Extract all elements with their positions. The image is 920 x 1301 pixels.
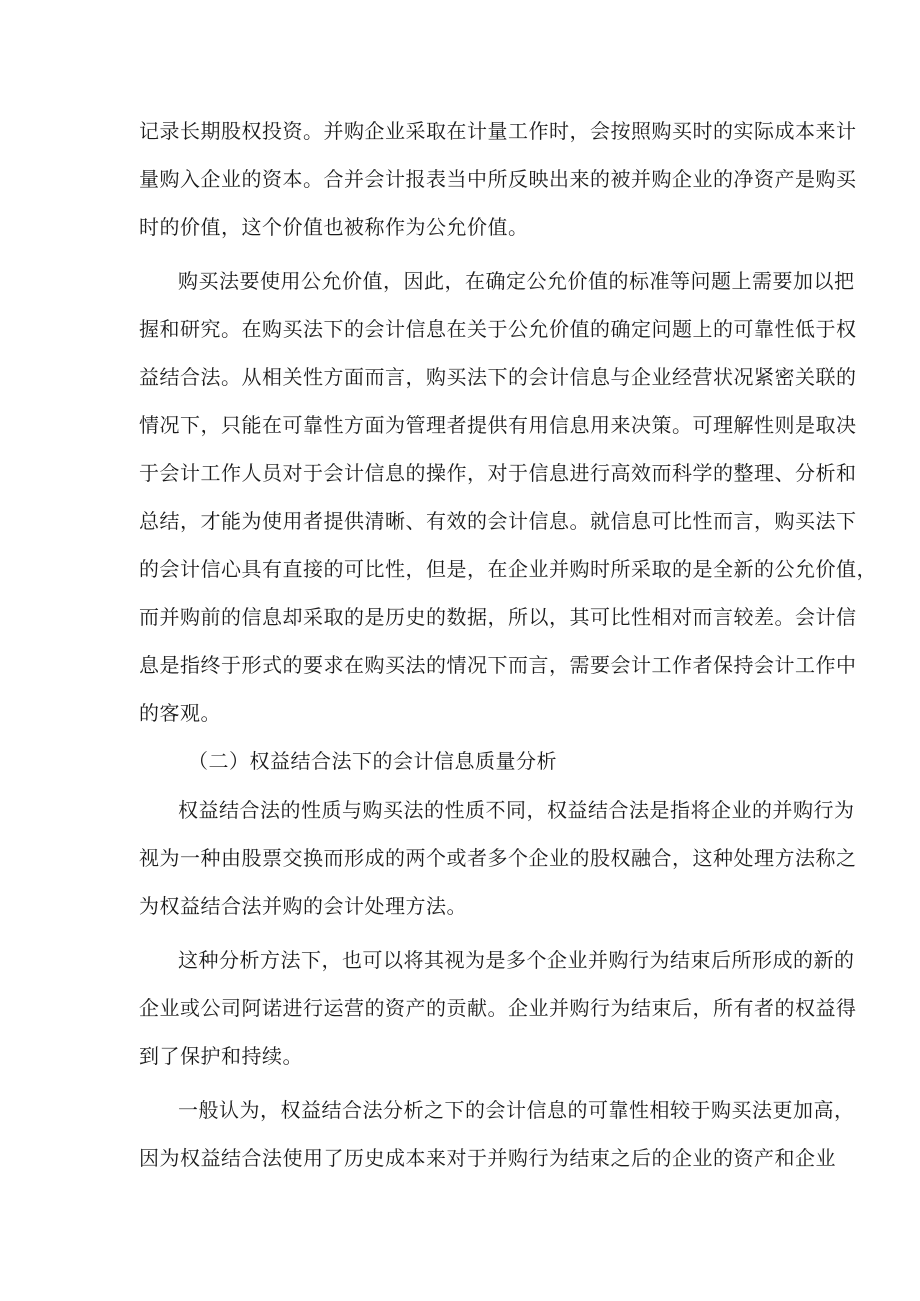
paragraph-1-line-3: 时的价值，这个价值也被称作为公允价值。 (139, 215, 529, 239)
paragraph-2-line-1: 购买法要使用公允价值，因此，在确定公允价值的标准等问题上需要加以把 (178, 269, 855, 293)
paragraph-2-line-2: 握和研究。在购买法下的会计信息在关于公允价值的确定问题上的可靠性低于权 (139, 317, 857, 341)
paragraph-4-line-1: 这种分析方法下，也可以将其视为是多个企业并购行为结束后所形成的新的 (178, 948, 855, 972)
paragraph-5-line-1: 一般认为，权益结合法分析之下的会计信息的可靠性相较于购买法更加高， (178, 1098, 855, 1122)
paragraph-1-line-1: 记录长期股权投资。并购企业采取在计量工作时，会按照购买时的实际成本来计 (139, 119, 857, 143)
paragraph-5-line-2: 因为权益结合法使用了历史成本来对于并购行为结束之后的企业的资产和企业 (139, 1146, 836, 1170)
paragraph-2-line-3: 益结合法。从相关性方面而言，购买法下的会计信息与企业经营状况紧密关联的 (139, 365, 857, 389)
paragraph-2-line-6: 总结，才能为使用者提供清晰、有效的会计信息。就信息可比性而言，购买法下 (139, 509, 857, 533)
paragraph-2-line-10: 的客观。 (139, 701, 221, 725)
paragraph-3-line-1: 权益结合法的性质与购买法的性质不同，权益结合法是指将企业的并购行为 (178, 798, 855, 822)
section-heading: （二）权益结合法下的会计信息质量分析 (188, 749, 557, 773)
paragraph-2-line-7: 的会计信心具有直接的可比性，但是，在企业并购时所采取的是全新的公允价值， (139, 557, 877, 581)
paragraph-1-line-2: 量购入企业的资本。合并会计报表当中所反映出来的被并购企业的净资产是购买 (139, 167, 857, 191)
paragraph-2-line-5: 于会计工作人员对于会计信息的操作，对于信息进行高效而科学的整理、分析和 (139, 461, 857, 485)
paragraph-2-line-9: 息是指终于形式的要求在购买法的情况下而言，需要会计工作者保持会计工作中 (139, 653, 857, 677)
paragraph-3-line-2: 视为一种由股票交换而形成的两个或者多个企业的股权融合，这种处理方法称之 (139, 846, 857, 870)
paragraph-4-line-2: 企业或公司阿诺进行运营的资产的贡献。企业并购行为结束后，所有者的权益得 (139, 996, 857, 1020)
paragraph-2-line-8: 而并购前的信息却采取的是历史的数据，所以，其可比性相对而言较差。会计信 (139, 605, 857, 629)
paragraph-2-line-4: 情况下，只能在可靠性方面为管理者提供有用信息用来决策。可理解性则是取决 (139, 413, 857, 437)
paragraph-4-line-3: 到了保护和持续。 (139, 1044, 303, 1068)
paragraph-3-line-3: 为权益结合法并购的会计处理方法。 (139, 894, 467, 918)
